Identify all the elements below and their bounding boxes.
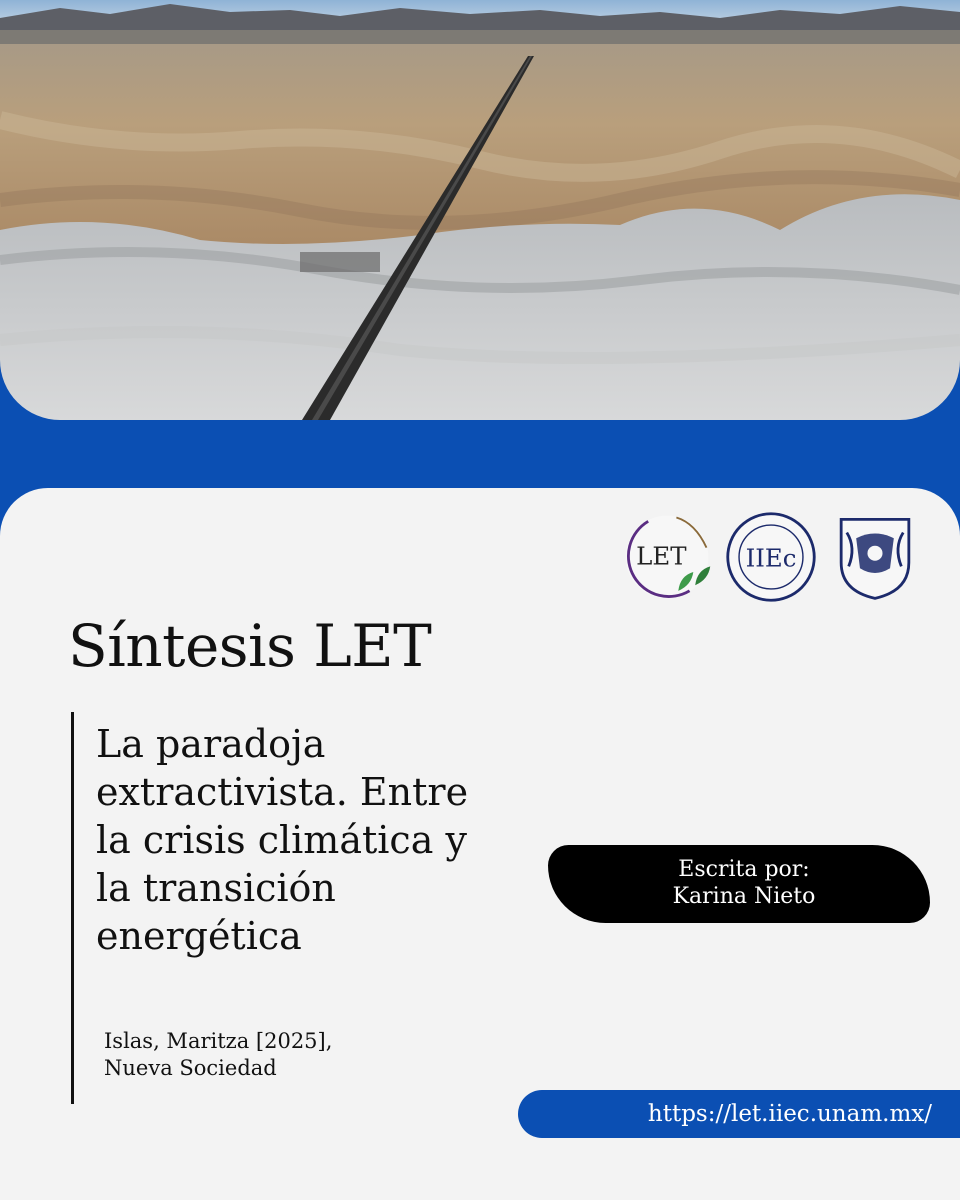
citation xyxy=(104,1028,332,1082)
website-link[interactable]: https://let.iiec.unam.mx/ xyxy=(518,1090,960,1138)
author-name: Karina Nieto xyxy=(672,884,816,909)
page-title: Síntesis LET xyxy=(68,612,432,680)
content-card xyxy=(0,488,960,1200)
citation-line-2: Nueva Sociedad xyxy=(104,1056,277,1080)
iiec-seal-text: IIEc xyxy=(745,543,797,573)
logo-group xyxy=(620,510,922,604)
quote-bar xyxy=(71,712,74,1104)
hero-photo xyxy=(0,0,960,420)
salt-flat-landscape-image xyxy=(0,0,960,420)
unam-shield-logo xyxy=(828,510,922,604)
article-title: La paradoja extractivista. Entre la crisis climática y la transición energética xyxy=(96,722,469,958)
let-logo-text: LET xyxy=(636,541,687,571)
iiec-seal-logo xyxy=(724,510,818,604)
author-badge xyxy=(548,845,930,923)
citation-line-1: Islas, Maritza [2025], xyxy=(104,1029,333,1053)
let-logo xyxy=(620,510,714,604)
author-label: Escrita por: xyxy=(678,857,810,882)
